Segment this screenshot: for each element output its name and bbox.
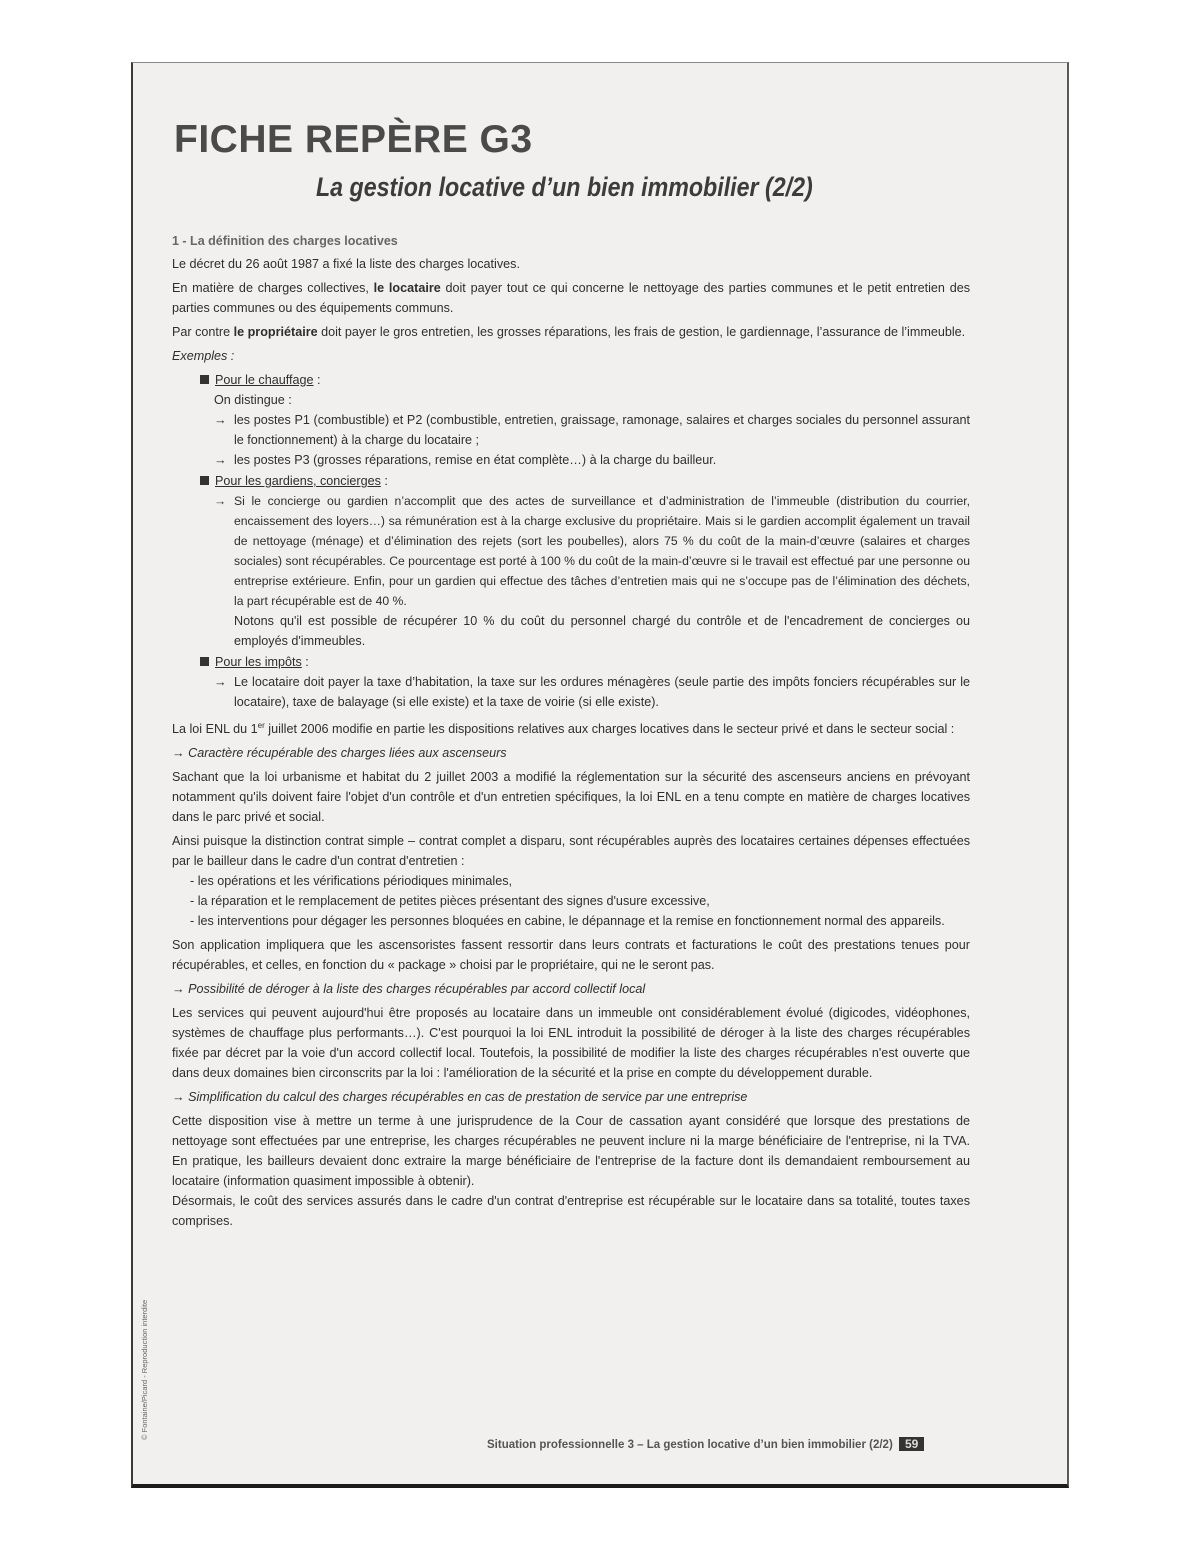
arrow-icon: →: [172, 746, 185, 761]
footer-text: Situation professionnelle 3 – La gestion locative d’un bien immobilier (2/2): [487, 1439, 893, 1451]
page-footer: [487, 1437, 924, 1451]
arrow-icon: →: [214, 453, 227, 467]
copyright-note: © Fontaine/Picard - Reproduction interdite: [140, 1299, 149, 1440]
arrow-icon: →: [214, 494, 227, 508]
subheading-deroger: → Possibilité de déroger à la liste des charges récupérables par accord collectif local: [172, 982, 646, 997]
gardiens-note: Notons qu'il est possible de récupérer 10 % du coût du personnel chargé du contrôle et de l'encadrement de concierges ou employés d'immeubles.: [234, 614, 970, 648]
paragraph-distinction: Ainsi puisque la distinction contrat simple – contrat complet a disparu, sont récupérables auprès des locataires certaines dépenses effectuées par le bailleur dans le cadre d'un contrat d'entretien :: [172, 834, 970, 869]
bullet-chauffage: [200, 370, 970, 470]
paragraph-services: Les services qui peuvent aujourd'hui être proposés au locataire dans un immeuble ont considérablement évolué (digicodes, vidéophones, systèmes de chauffage plus performants…). C'est pourquoi la loi ENL introduit la possibilité de déroger à la liste des charges récupérables fixée par décret par la voie d'un accord collectif local. Toutefois, la possibilité de modifier la liste des charges récupérables n'est ouverte que dans deux domaines bien circonscrits par la loi : l'amélioration de la sécurité et la prise en compte du développement durable.: [172, 1006, 970, 1081]
list-item: → les postes P3 (grosses réparations, remise en état complète…) à la charge du bailleur.: [214, 450, 970, 470]
list-item: → les postes P1 (combustible) et P2 (combustible, entretien, graissage, ramonage, salaires et charges sociales du personnel assurant le fonctionnement) à la charge du locataire ;: [214, 410, 970, 450]
paragraph-loi-enl: La loi ENL du 1er juillet 2006 modifie en partie les dispositions relatives aux charges locatives dans le secteur privé et dans le secteur social :: [172, 721, 955, 737]
bullet-heading: Pour le chauffage :: [200, 370, 970, 390]
arrow-icon: →: [214, 675, 227, 689]
list-item: - les interventions pour dégager les personnes bloquées en cabine, le dépannage et la remise en fonctionnement normal des appareils.: [190, 914, 945, 929]
subheading-simplification: → Simplification du calcul des charges récupérables en cas de prestation de service par une entreprise: [172, 1090, 748, 1105]
bold-proprietaire: le propriétaire: [233, 325, 318, 339]
page-title: FICHE REPÈRE G3: [174, 118, 533, 161]
paragraph-decret: Le décret du 26 août 1987 a fixé la liste des charges locatives.: [172, 257, 520, 271]
page-number: 59: [899, 1437, 924, 1451]
list-item: → Le locataire doit payer la taxe d’habitation, la taxe sur les ordures ménagères (seule partie des impôts fonciers récupérables sur le locataire), taxe de balayage (si elle existe) et la taxe de voirie (si elle existe).: [214, 672, 970, 712]
arrow-icon: →: [214, 413, 227, 427]
list-item: → Si le concierge ou gardien n’accomplit que des actes de surveillance et d’administration de l’immeuble (distribution du courrier, encaissement des loyers…) sa rémunération est à la charge exclusive du propriétaire. Mais si le gardien accomplit également un travail de nettoyage (ménage) et d’élimination des rejets (sort les poubelles), alors 75 % du coût de la main-d’œuvre (salaires et charges sociales) sont récupérables. Ce pourcentage est porté à 100 % du coût de la main-d’œuvre si le travail est effectué par une personne ou entreprise extérieure. Enfin, pour un gardien qui effectue des tâches d’entretien mais qui ne s’occupe pas de l’élimination des déchets, la part récupérable est de 40 %.: [214, 491, 970, 611]
paragraph-disposition: Cette disposition vise à mettre un terme à une jurisprudence de la Cour de cassation ayant considéré que lorsque des prestations de nettoyage sont effectuées par une entreprise, les charges récupérables ne peuvent inclure ni la marge bénéficiaire de l'entreprise, ni la TVA. En pratique, les bailleurs devaient donc extraire la marge bénéficiaire de l'entreprise de la facture dont ils demandaient remboursement au locataire (information quasiment impossible à obtenir).: [172, 1114, 970, 1189]
paragraph-application: Son application impliquera que les ascensoristes fassent ressortir dans leurs contrats et facturations le coût des prestations tenues pour récupérables, et celles, en fonction du « package » choisi par le propriétaire, qui ne le seront pas.: [172, 938, 970, 973]
subheading-ascenseurs: → Caractère récupérable des charges liées aux ascenseurs: [172, 746, 507, 761]
bold-locataire: le locataire: [373, 281, 441, 295]
dash-list: [190, 871, 970, 931]
bullet-heading: Pour les impôts :: [200, 652, 970, 672]
list-item: - la réparation et le remplacement de petites pièces présentant des signes d'usure excessive,: [190, 894, 710, 909]
paragraph-proprietaire: Par contre le propriétaire doit payer le gros entretien, les grosses réparations, les frais de gestion, le gardiennage, l’assurance de l’immeuble.: [172, 325, 966, 339]
chauffage-intro: On distingue :: [214, 393, 292, 407]
page-subtitle: La gestion locative d’un bien immobilier (2/2): [316, 172, 813, 202]
paragraph-locataire: En matière de charges collectives, le locataire doit payer tout ce qui concerne le nettoyage des parties communes et le petit entretien des parties communes ou des équipements communs.: [172, 281, 971, 315]
bullet-impots: [200, 652, 970, 712]
bullet-heading: Pour les gardiens, concierges :: [200, 471, 970, 491]
examples-label: Exemples :: [172, 349, 235, 363]
paragraph-ascenseurs: Sachant que la loi urbanisme et habitat du 2 juillet 2003 a modifié la réglementation sur la sécurité des ascenseurs anciens en prévoyant notamment qu'ils doivent faire l'objet d'un contrôle et d'un entretien spécifiques, la loi ENL en a tenu compte en matière de charges locatives dans le parc privé et social.: [172, 770, 970, 825]
paragraph-desormais: Désormais, le coût des services assurés dans le cadre d'un contrat d'entreprise est récupérable sur le locataire dans sa totalité, toutes taxes comprises.: [172, 1194, 970, 1229]
section-heading: 1 - La définition des charges locatives: [172, 234, 398, 248]
arrow-icon: →: [172, 982, 185, 997]
arrow-icon: →: [172, 1090, 185, 1105]
main-content: [172, 231, 970, 1235]
bullet-gardiens: [200, 471, 970, 651]
list-item: - les opérations et les vérifications périodiques minimales,: [190, 874, 512, 889]
